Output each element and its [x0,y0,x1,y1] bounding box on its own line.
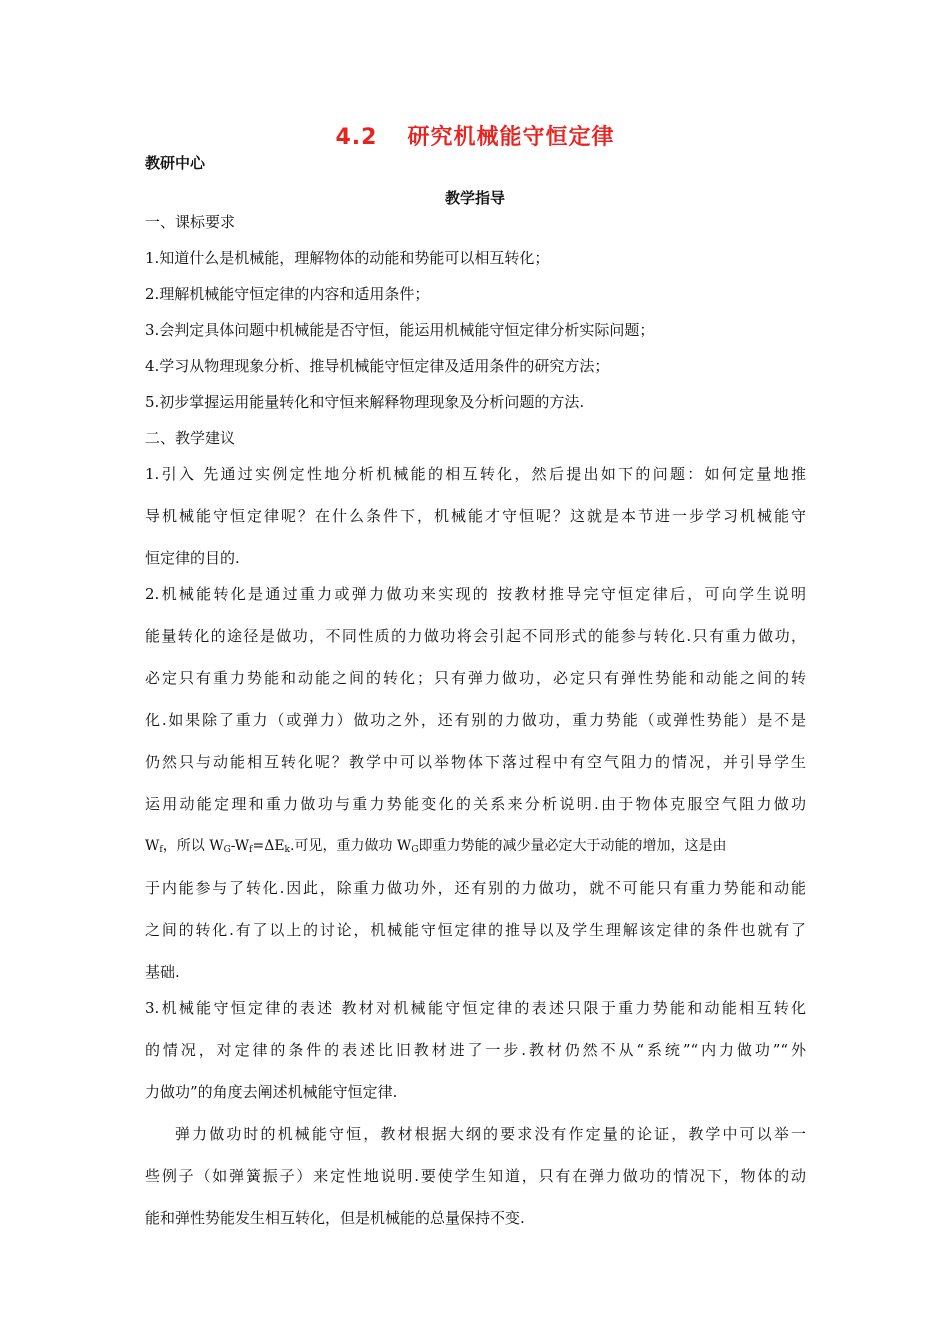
paragraph-line: 基础. [145,963,180,981]
paragraph-line: 恒定律的目的. [145,549,240,567]
paragraph-line: 仍然只与动能相互转化呢？教学中可以举物体下落过程中有空气阻力的情况，并引导学生 [145,753,806,771]
requirement-item: 3.会判定具体问题中机械能是否守恒，能运用机械能守恒定律分析实际问题； [145,321,655,339]
paragraph-line: 化.如果除了重力（或弹力）做功之外，还有别的力做功，重力势能（或弹性势能）是不是 [145,711,806,729]
formula-line [145,836,727,856]
paragraph-line: 之间的转化.有了以上的讨论，机械能守恒定律的推导以及学生理解该定律的条件也就有了 [145,921,806,939]
paragraph-line: 3.机械能守恒定律的表述 教材对机械能守恒定律的表述只限于重力势能和动能相互转化 [145,999,806,1017]
section-subtitle: 教学指导 [444,189,505,207]
paragraph-line: 运用动能定理和重力做功与重力势能变化的关系来分析说明.由于物体克服空气阻力做功 [145,795,806,813]
requirement-item: 1.知道什么是机械能，理解物体的动能和势能可以相互转化； [145,249,550,267]
title-text: 研究机械能守恒定律 [407,125,615,150]
formula-minus-w: -W [230,838,250,854]
formula-text: 即重力势能的减少量必定大于动能的增加，这是由 [418,838,727,854]
paragraph-line: 能量转化的途径是做功，不同性质的力做功将会引起不同形式的能参与转化.只有重力做功， [145,627,806,645]
formula-text: .可见，重力做功 [290,838,393,854]
paragraph-line: 力做功”的角度去阐述机械能守恒定律. [145,1083,398,1101]
requirement-item: 5.初步掌握运用能量转化和守恒来解释物理现象及分析问题的方法. [145,393,585,411]
author: 教研中心 [145,154,206,172]
formula-delta-e: =ΔE [252,838,285,854]
paragraph-line: 导机械能守恒定律呢？在什么条件下，机械能才守恒呢？这就是本节进一步学习机械能守 [145,507,806,525]
formula-sub-f: f [159,845,163,855]
section2-heading: 二、教学建议 [145,429,236,447]
requirement-item: 4.学习从物理现象分析、推导机械能守恒定律及适用条件的研究方法； [145,357,610,375]
formula-sub-f: f [249,845,253,855]
formula-w: W [145,838,160,854]
formula-sub-g: G [411,845,419,855]
document-title [0,120,950,151]
section1-heading: 一、课标要求 [145,213,236,231]
formula-sub-g: G [223,845,231,855]
paragraph-line: 必定只有重力势能和动能之间的转化；只有弹力做功，必定只有弹性势能和动能之间的转 [145,669,806,687]
formula-w: W [396,838,412,854]
formula-text: ，所以 [162,838,205,854]
paragraph-line: 1.引入 先通过实例定性地分析机械能的相互转化，然后提出如下的问题：如何定量地推 [145,465,806,483]
paragraph-line: 于内能参与了转化.因此，除重力做功外，还有别的力做功，就不可能只有重力势能和动能 [145,879,806,897]
paragraph-line: 能和弹性势能发生相互转化，但是机械能的总量保持不变. [145,1209,525,1227]
title-number: 4.2 [335,125,378,150]
formula-w: W [209,838,224,854]
formula-sub-k: k [284,845,291,855]
paragraph-line: 的情况，对定律的条件的表述比旧教材进了一步.教材仍然不从“系统”“内力做功”“外 [145,1041,806,1059]
requirement-item: 2.理解机械能守恒定律的内容和适用条件； [145,285,430,303]
paragraph-line: 2.机械能转化是通过重力或弹力做功来实现的 按教材推导完守恒定律后，可向学生说明 [145,585,806,603]
paragraph-line: 些例子（如弹簧振子）来定性地说明.要使学生知道，只有在弹力做功的情况下，物体的动 [145,1167,806,1185]
paragraph-line: 弹力做功时的机械能守恒，教材根据大纲的要求没有作定量的论证，教学中可以举一 [175,1125,806,1143]
